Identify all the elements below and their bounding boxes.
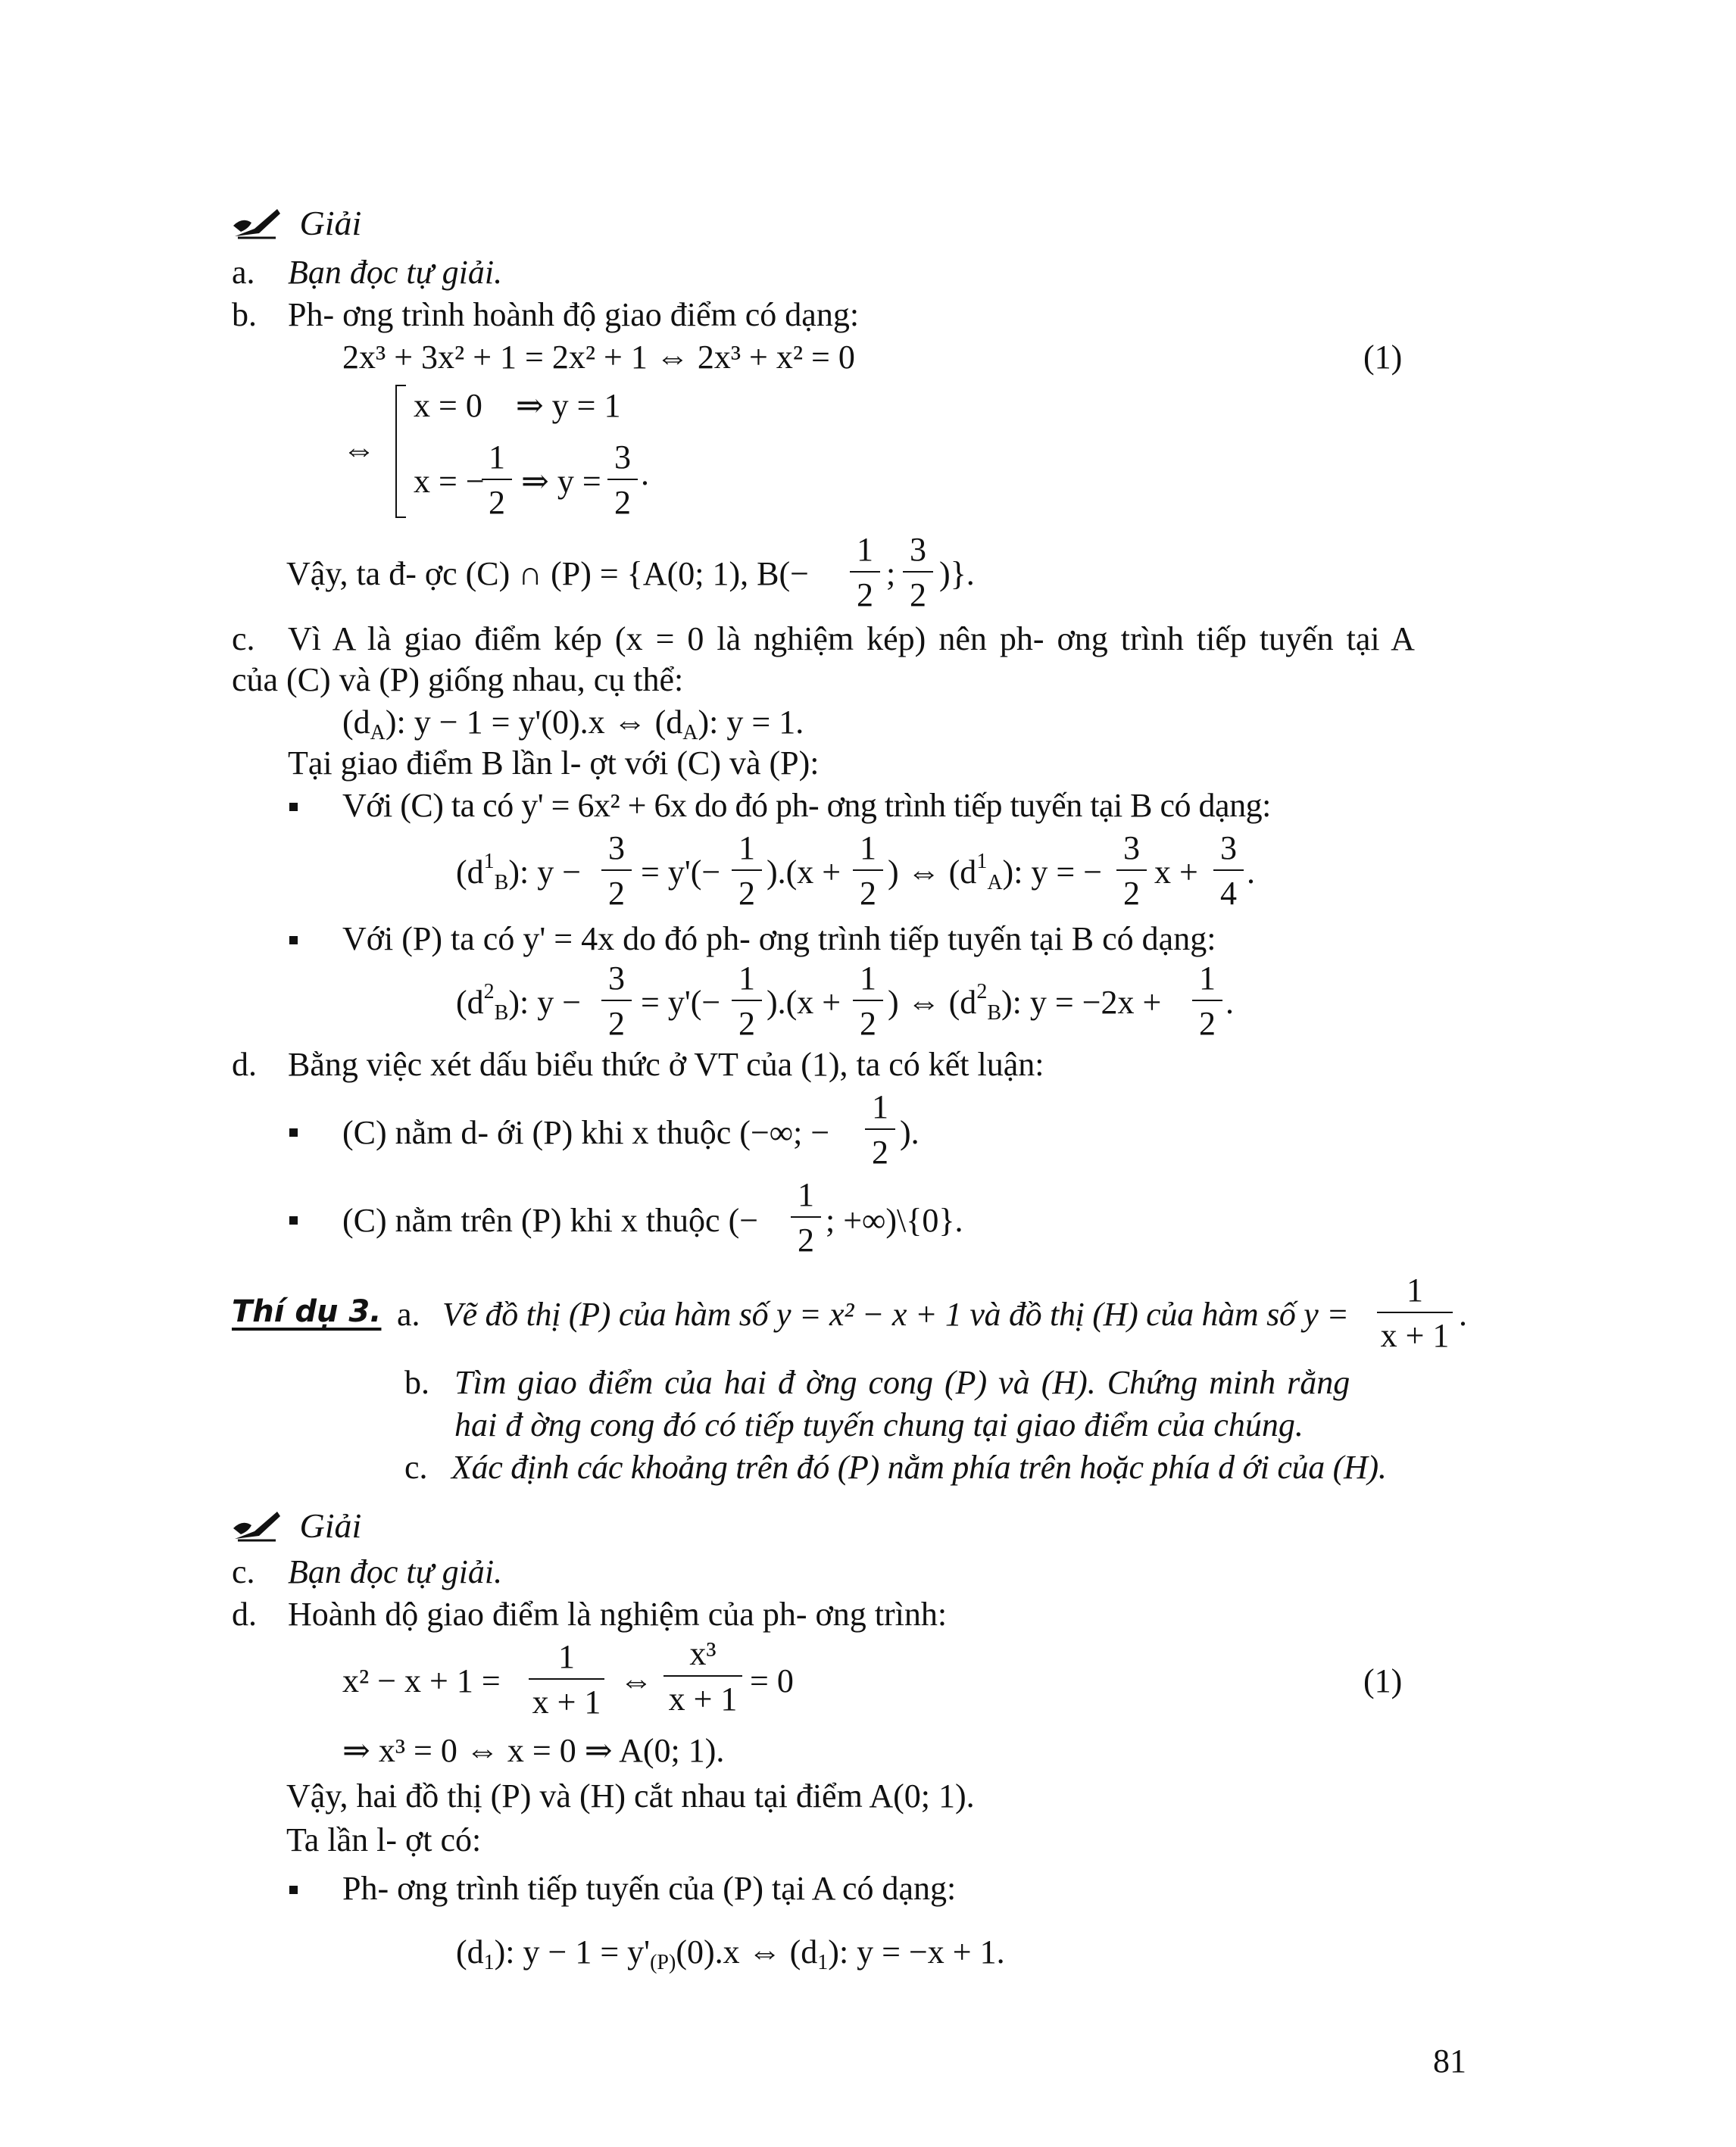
numerator: 1 [489,438,505,476]
denominator: 2 [489,484,505,521]
fraction-three-halves: 3 2 [601,962,632,1041]
example-a-label: a. [397,1296,420,1333]
example-c-label: c. [404,1449,428,1486]
bullet [289,1216,298,1225]
case-2-end: . [641,455,649,492]
iff-symbol: ⇔ [342,431,376,468]
item-a-text: Bạn đọc tự giải. [288,254,503,291]
equation-1: 2x³ + 3x² + 1 = 2x² + 1 ⇔ 2x³ + x² = 0 [342,339,855,376]
bullet-4-end: ; +∞)\{0}. [826,1202,963,1239]
tangent-d2B-mid2: ).(x + [767,984,841,1021]
conclusion-line: Vậy, hai đồ thị (P) và (H) cắt nhau tại điểm A(0; 1). [286,1777,975,1815]
intersection-result-a: Vậy, ta đ- ợc (C) ∩ (P) = {A(0; 1), B(− [286,555,809,592]
item-c-text-2: của (C) và (P) giống nhau, cụ thể: [232,661,684,698]
equation-rhs: = 0 [750,1662,794,1699]
intersection-result-c: )}. [939,555,975,592]
tangent-d1B-lhs: $(d^1_B)$: y − [456,850,582,894]
bullet [289,936,298,944]
equation-1-number: (1) [1363,339,1403,376]
fraction-half: 1 2 [732,962,762,1041]
item-b-text: Ph- ơng trình hoành độ giao điểm có dạng: [288,296,860,333]
tangent-d1B-mid2: ).(x + [767,853,841,891]
writing-hand-icon [232,1509,282,1543]
fraction-half: 1 2 [791,1178,821,1257]
item-c-text: Vì A là giao điểm kép (x = 0 là nghiệm kép) nên ph- ơng trình tiếp tuyến tại A [288,620,1415,657]
tangent-d1A-end: . [1247,853,1255,891]
intersection-b-intro: Tại giao điểm B lần l- ợt với (C) và (P): [288,744,820,782]
item-c-label: c. [232,620,255,657]
item-d-label: d. [232,1046,257,1083]
example-a-text: Vẽ đồ thị (P) của hàm số y = x² − x + 1 và đồ thị (H) của hàm số y = [442,1296,1349,1333]
fraction-three-halves: 3 2 [1116,832,1147,910]
solution-header [232,206,361,241]
tangent-d1A-x: x + [1154,853,1198,891]
fraction-three-halves [607,438,638,521]
item-a-label: a. [232,254,255,291]
case-2-rhs: ⇒ y = [521,463,601,500]
bullet-3-text: (C) nằm d- ới (P) khi x thuộc (−∞; − [342,1114,830,1151]
bullet-1-text: Ph- ơng trình tiếp tuyến của (P) tại A có dạng: [342,1870,957,1907]
tangent-d2B-end: . [1226,984,1234,1021]
example-b-label: b. [404,1364,429,1401]
numerator: 3 [614,438,631,476]
bullet-2-text: Với (P) ta có y' = 4x do đó ph- ơng trình tiếp tuyến tại B có dạng: [342,920,1216,957]
tangent-d1B-mid: = y'(− [641,853,721,891]
intersection-result-b: ; [886,555,896,592]
fraction-three-quarters: 3 4 [1213,832,1244,910]
item-d-text: Hoành dộ giao điểm là nghiệm của ph- ơng trình: [288,1596,948,1633]
fraction-half: 1 2 [853,962,883,1041]
item-c-label: c. [232,1553,255,1590]
tangent-d1: $(d_1)$: $y - 1 = y'_{(P)}(0).x$ ⇔ $(d_1)$: y = −x + 1. [456,1933,1005,1974]
fraction-x-cubed-over-x-plus-1: x³ x + 1 [663,1637,742,1716]
example-c-text: Xác định các khoảng trên đó (P) nằm phía trên hoặc phía d ới của (H). [451,1449,1387,1486]
solution-header-label: Giải [299,204,362,242]
bullet [289,1886,298,1894]
writing-hand-icon [232,206,282,241]
item-d-label: d. [232,1596,257,1633]
fraction-half [482,438,512,521]
fraction-three-halves: 3 2 [903,533,933,612]
bullet [289,1128,298,1137]
example-title: Thí dụ 3. [232,1294,382,1329]
tangent-d2B-rhs: ) ⇔ $(d^2_B)$: y = −2x + [888,980,1162,1025]
equation-number: (1) [1363,1662,1403,1699]
bullet [289,803,298,811]
tangent-d1A-rhs: ) ⇔ $(d^1_A)$: y = − [888,850,1103,894]
bullet-4-text: (C) nằm trên (P) khi x thuộc (− [342,1202,759,1239]
solution-header-label: Giải [299,1506,362,1545]
item-c-text: Bạn đọc tự giải. [288,1553,503,1590]
fraction-half: 1 2 [853,832,883,910]
case-1: x = 0 ⇒ y = 1 [414,387,621,424]
case-2-lhs: x = − [414,463,485,500]
equation-lhs: x² − x + 1 = [342,1662,501,1699]
tangent-dA: $(d_A)$: y − 1 = y'(0).x ⇔ $(d_A)$: y = 1. [342,704,804,744]
tangent-d2B-mid: = y'(− [641,984,721,1021]
sequence-intro: Ta lần l- ợt có: [286,1821,482,1858]
bullet-1-text: Với (C) ta có y' = 6x² + 6x do đó ph- ơng trình tiếp tuyến tại B có dạng: [342,787,1271,824]
case-bracket [395,385,406,518]
example-b-text-2: hai đ ờng cong đó có tiếp tuyến chung tại giao điểm của chúng. [454,1406,1304,1443]
bullet-3-end: ). [900,1114,920,1151]
item-b-label: b. [232,296,257,333]
solution-header [232,1506,362,1545]
fraction-one-over-x-plus-1: 1 x + 1 [529,1640,604,1719]
fraction-half: 1 2 [1192,962,1222,1041]
implication-line: ⇒ x³ = 0 ⇔ x = 0 ⇒ A(0; 1). [342,1732,725,1769]
fraction-one-over-x-plus-1: 1 x + 1 [1377,1274,1453,1353]
example-a-end: . [1459,1296,1467,1333]
fraction-half: 1 2 [732,832,762,910]
item-d-text: Bằng việc xét dấu biểu thức ở VT của (1), ta có kết luận: [288,1046,1044,1083]
fraction-half: 1 2 [865,1091,895,1169]
tangent-d2B-lhs: $(d^2_B)$: y − [456,980,582,1025]
fraction-half: 1 2 [850,533,880,612]
example-b-text: Tìm giao điểm của hai đ ờng cong (P) và (H). Chứng minh rằng [454,1364,1350,1401]
equation-iff: ⇔ [620,1662,653,1699]
denominator: 2 [614,484,631,521]
page-number: 81 [1433,2042,1466,2080]
fraction-three-halves: 3 2 [601,832,632,910]
